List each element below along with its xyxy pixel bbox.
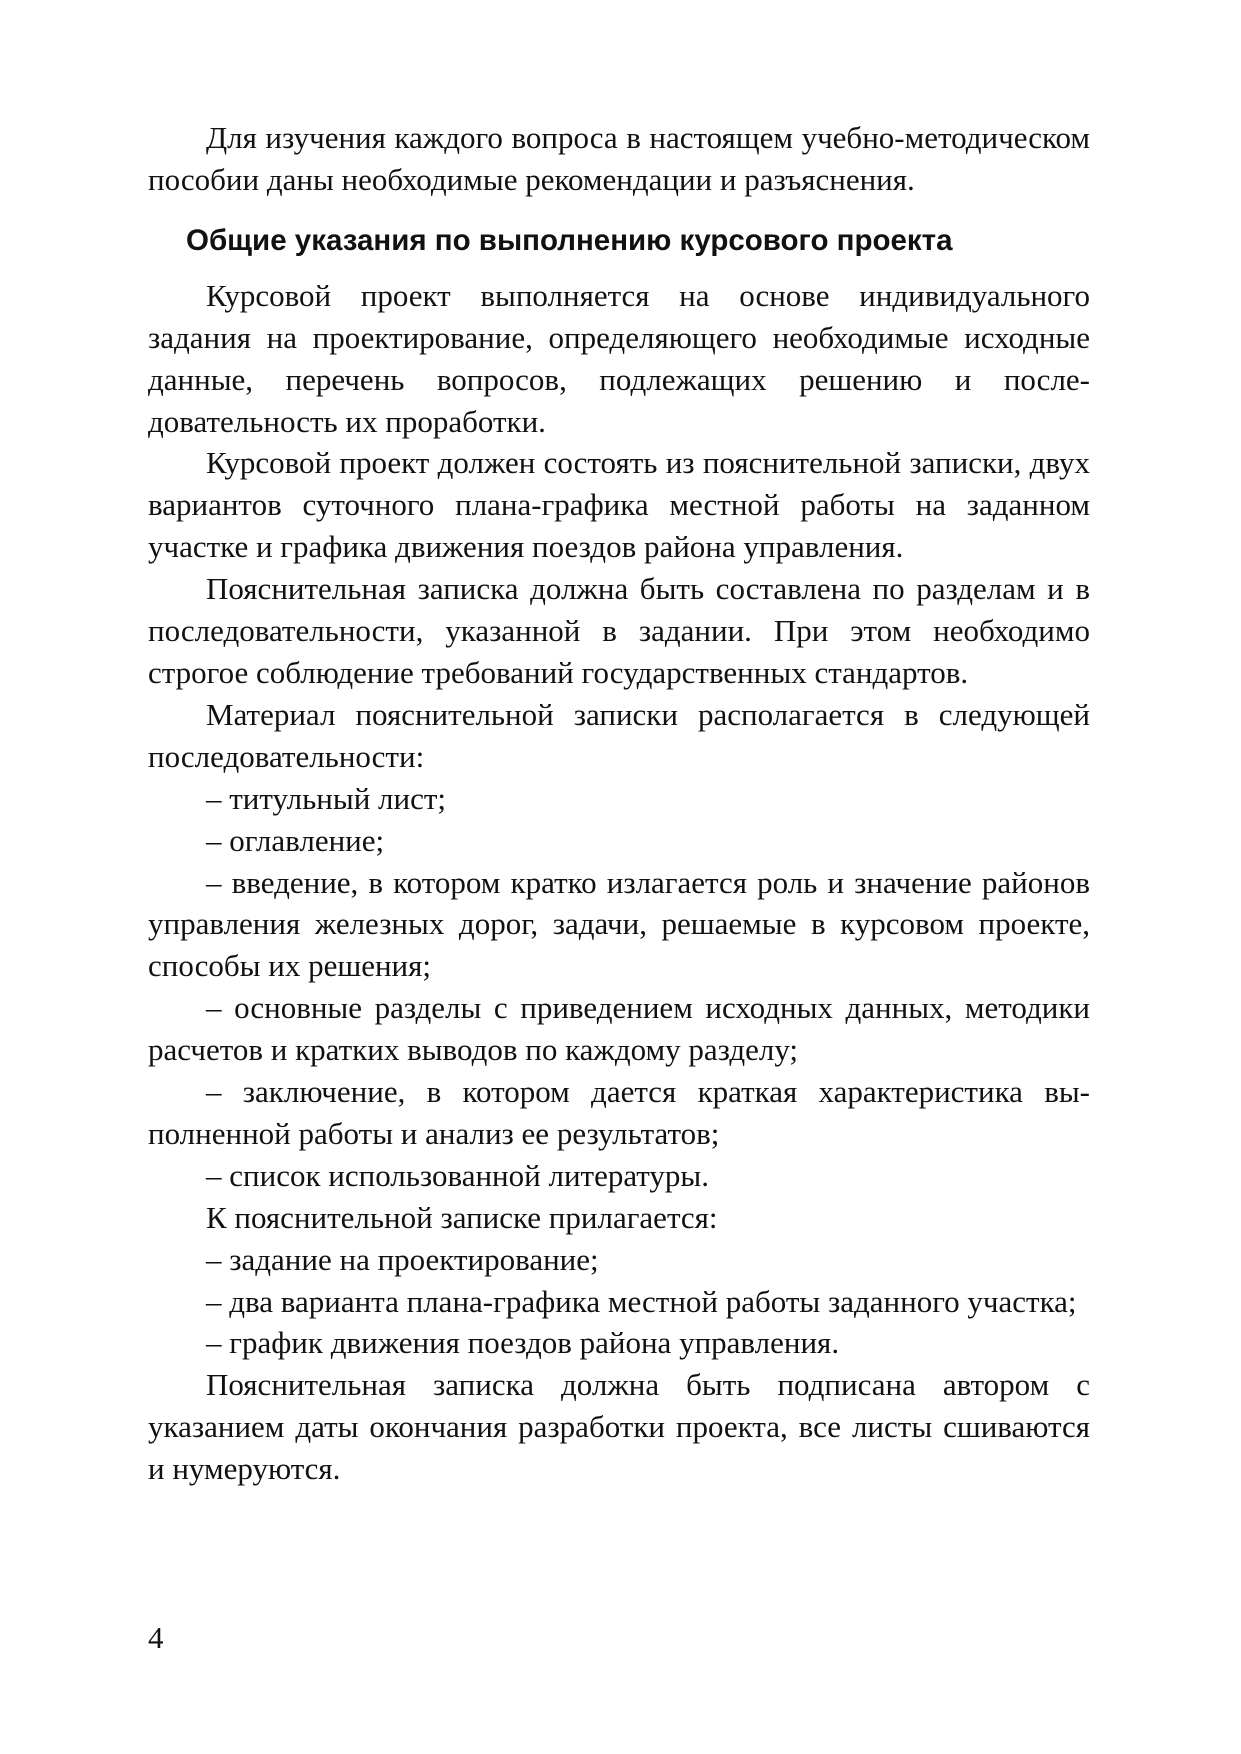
paragraph-basis: Курсовой проект выполняется на основе индивидуального задания на проектирование, определяющего необходимые исходные данные, перечень вопросов, подлежащих решению и последовательность их проработки. <box>148 277 1090 439</box>
list-item-conclusion: – заключение, в котором дается краткая характеристика выполненной работы и анализ ее результатов; <box>148 1074 1090 1151</box>
attachment-train-schedule: – график движения поездов района управления. <box>206 1325 840 1361</box>
list-item-references: – список использованной литературы. <box>206 1157 710 1193</box>
list-item-introduction: – введение, в котором кратко излагается роль и значение районов управления железных дорог, задачи, решаемые в курсовом проекте, способы их решения; <box>148 864 1090 984</box>
attachment-assignment: – задание на проектирование; <box>206 1241 599 1277</box>
list-item-main-sections: – основные разделы с приведением исходных данных, методики расчетов и кратких выводов по каждому разделу; <box>148 990 1090 1068</box>
paragraph-material-order: Материал пояснительной записки располагается в следующей последовательности: <box>148 696 1090 774</box>
page-body <box>148 117 1090 1490</box>
section-heading: Общие указания по выполнению курсового проекта <box>186 223 953 257</box>
intro-paragraph: Для изучения каждого вопроса в настоящем учебно-методическом пособии даны необходимые рекомендации и разъяснения. <box>148 120 1090 197</box>
list-item-table-of-contents: – оглавление; <box>206 822 385 858</box>
paragraph-composition: Курсовой проект должен состоять из пояснительной записки, двух вариантов суточного плана-графика местной работы на заданном участке и графика движения поездов района управления. <box>148 445 1090 565</box>
closing-paragraph: Пояснительная записка должна быть подписана автором с указанием даты окончания разработки проекта, все листы сшиваются и нумеруются. <box>148 1367 1090 1487</box>
attachments-intro: К пояснительной записке прилагается: <box>206 1199 718 1235</box>
attachment-work-plan-variants: – два варианта плана-графика местной работы заданного участка; <box>206 1283 1077 1319</box>
list-item-title-page: – титульный лист; <box>206 780 447 816</box>
paragraph-note-structure: Пояснительная записка должна быть составлена по разделам и в последовательности, указанной в задании. При этом необходимо строгое соблюдение требований государственных стандартов. <box>148 571 1090 690</box>
page-number: 4 <box>148 1620 164 1655</box>
